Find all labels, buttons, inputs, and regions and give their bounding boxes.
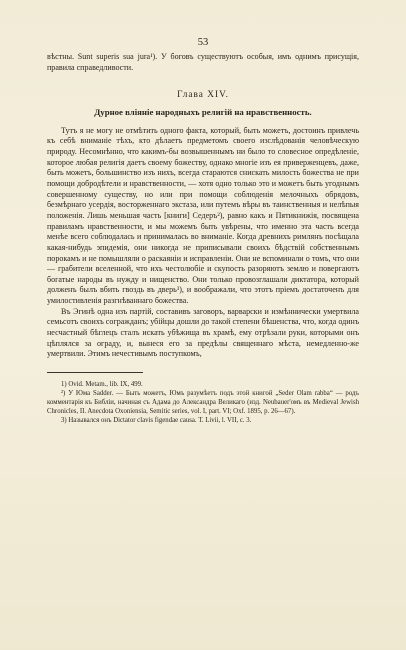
body-paragraph: Тутъ я не могу не отмѣтить одного факта, который, быть можетъ, достоинъ привлечь къ себѣ вниманіе тѣхъ, кто дѣлаетъ предметомъ своего изслѣдованія человѣческую природу. Несомнѣнно, что какимъ-бы возвышеннымъ ни было то словесное опредѣленіе, которое любая религія даетъ своему божеству, однако многіе изъ ея приверженцевъ, даже, быть можетъ, большинство изъ нихъ, всегда стараются снискать милость божества не при помощи добродѣтели и нравственности, — хотя одно только это и можетъ быть угоднымъ совершенному существу, но или при помощи соблюденія мелочныхъ обрядовъ, безмѣрнаго усердія, восторженнаго экстаза, или путемъ вѣры въ таинственныя и нелѣпыя положенія. Лишь меньшая часть [книги] Седеръ²), равно какъ и Пятикнижія, посвящена правиламъ нравственности, и мы можемъ быть увѣрены, что именно эта часть всегда менѣе всего соблюдалась и принималась во вниманіе. Когда древнихъ римлянъ посѣщала какая-нибудь эпидемія, они никогда не приписывали своихъ бѣдствій собственнымъ порокамъ и не помышляли о раскаяніи и исправленіи. Они не вспоминали о томъ, что они — грабители вселенной, что ихъ честолюбіе и скупость разоряютъ землю и повергаютъ богатые народы въ нужду и нищенство. Они только провозглашали диктатора, который долженъ былъ вбить гвоздь въ дверь³), и воображали, что этотъ пріемъ достаточенъ для умилостивленія разгнѣваннаго божества.: [47, 125, 359, 306]
page-content: [47, 52, 359, 425]
footnote: 3) Назывался онъ Dictator clavis figendae causa. T. Livii, l. VII, c. 3.: [61, 417, 252, 425]
footnote: 1) Ovid. Metam., lib. IX, 499.: [61, 381, 143, 389]
chapter-title: Дурное вліяніе народныхъ религій на нравственность.: [94, 106, 312, 117]
chapter-heading: Глава XIV.: [177, 90, 229, 101]
footnote-divider: [47, 372, 143, 373]
page-number: 53: [197, 37, 209, 48]
footnotes: [47, 380, 359, 425]
footnote: ²) У Юма Sadder. — Быть можетъ, Юмъ разумѣетъ подъ этой книгой „Seder Olam rabba“ — родъ комментарія къ Библіи, начиная съ Адама до Александра Великаго (изд. Neubauer'омъ въ Medieval Jewish Chronicles, II. Anecdota Oxoniensia, Semitic series, vol. I, part. VI; Oxf. 1895, p. 26—67).: [47, 390, 359, 416]
opening-paragraph: вѣстны. Sunt superis sua jura¹). У боговъ существуютъ особыя, имъ однимъ присущія, правила справедливости.: [47, 52, 359, 72]
body-paragraph: Въ Эгинѣ одна изъ партій, составивъ заговоръ, варварски и измѣннически умертвила семьсотъ своихъ согражданъ; убійцы дошли до такой степени бѣшенства, что, когда одинъ несчастный бѣглецъ сталъ искать убѣжища въ храмѣ, ему отрѣзали руки, которыми онъ цѣплялся за ограду, и, вынеся его за предѣлы священнаго мѣста, немедленно-же умертвили. Этимъ нечестивымъ поступкомъ,: [47, 306, 359, 359]
